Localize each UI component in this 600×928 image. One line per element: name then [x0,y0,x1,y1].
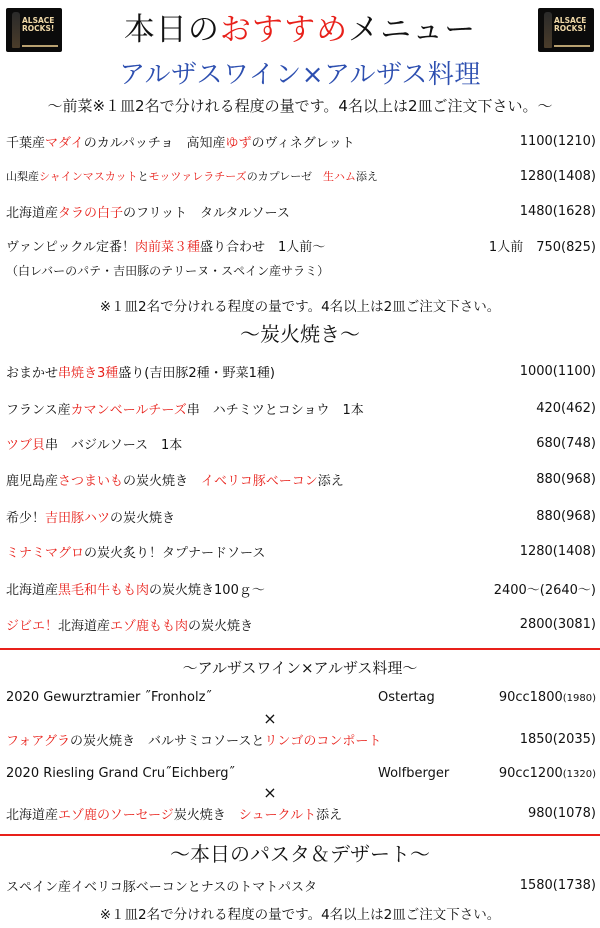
menu-item: フォアグラの炭火焼き バルサミコソースとリンゴのコンポート 1850(2035) [6,731,596,749]
portion-note: ※１皿2名で分けれる程度の量です。4名以上は2皿ご注文下さい。 [99,299,501,315]
pairing-header: ～アルザスワイン×アルザス料理～ [182,659,418,677]
menu-item: 北海道産黒毛和牛もも肉の炭火焼き100ｇ～ 2400～(2640～) [6,577,596,599]
wine-producer: Ostertag [378,689,435,705]
menu-item-name: 山梨産シャインマスカットとモッツァレラチーズのカプレーゼ 生ハム添え [6,170,379,183]
menu-item-price: 1人前 750(825) [488,239,596,255]
wine-name: 2020 Riesling Grand Cru˝Eichberg˝ [6,765,235,781]
pairing-cross: × [263,709,277,728]
menu-item-price: 1850(2035) [519,731,596,747]
menu-item-name: 千葉産マダイのカルパッチョ 高知産ゆずのヴィネグレット [6,135,355,151]
zensai-header: ～前菜※１皿2名で分けれる程度の量です。4名以上は2皿ご注文下さい。～ [47,97,553,115]
menu-item-price: 2400～(2640～) [493,582,596,598]
menu-item-price: 1280(1408) [519,168,596,184]
wine-item [6,762,596,784]
pasta-header: ～本日のパスタ＆デザート～ [170,842,430,866]
wine-producer: Wolfberger [378,765,450,781]
menu-item-price: 880(968) [536,471,596,487]
menu-item-price: 420(462) [536,400,596,416]
wine-item [6,686,596,708]
menu-item: おまかせ串焼き3種盛り(吉田豚2種・野菜1種) 1000(1100) [6,363,596,381]
menu-item-price: 1100(1210) [519,133,596,149]
logo-text: ALSACE ROCKS! [554,16,587,33]
menu-item-price: 2800(3081) [519,616,596,632]
menu-item [6,165,596,187]
menu-item: 北海道産エゾ鹿のソーセージ炭火焼き シュークルト添え 980(1078) [6,805,596,823]
wine-price: 90cc1800(1980) [498,689,596,705]
menu-item-price: 680(748) [536,435,596,451]
menu-item [6,200,596,222]
logo-text: ALSACE ROCKS! [22,16,55,33]
menu-item: 希少！吉田豚ハツの炭火焼き 880(968) [6,508,596,526]
pairing-cross: × [263,783,277,802]
menu-item-description: （白レバーのパテ・吉田豚のテリーヌ・スペイン産サラミ） [6,264,330,278]
menu-item: スペイン産イベリコ豚ベーコンとナスのトマトパスタ 1580(1738) [6,877,596,895]
section-divider [0,834,600,836]
menu-item-price: 1280(1408) [519,543,596,559]
menu-item-price: 1000(1100) [519,363,596,379]
footnote: ※１皿2名で分けれる程度の量です。4名以上は2皿ご注文下さい。 [99,907,501,923]
menu-item: ミナミマグロの炭火炙り！タプナードソース 1280(1408) [6,543,596,561]
menu-item [6,234,596,256]
menu-item: ジビエ！北海道産エゾ鹿もも肉の炭火焼き 2800(3081) [6,616,596,634]
page-subtitle: アルザスワイン×アルザス料理 [119,60,481,90]
menu-item-name: ヴァンピックル定番！肉前菜３種盛り合わせ 1人前～ [6,239,326,255]
menu-item-price: 980(1078) [527,805,596,821]
menu-item: 鹿児島産さつまいもの炭火焼き イベリコ豚ベーコン添え 880(968) [6,471,596,489]
wine-name: 2020 Gewurztramier ˝Fronholz˝ [6,689,212,705]
menu-item-name: 北海道産タラの白子のフリット タルタルソース [6,205,290,221]
menu-item [6,130,596,152]
menu-item-price: 1480(1628) [519,203,596,219]
menu-item-price: 880(968) [536,508,596,524]
wine-price: 90cc1200(1320) [498,765,596,781]
menu-item: ツブ貝串 バジルソース 1本 680(748) [6,435,596,453]
section-divider [0,648,600,650]
page-title: 本日のおすすめメニュー [123,12,477,48]
menu-item: フランス産カマンベールチーズ串 ハチミツとコショウ 1本 420(462) [6,400,596,418]
sumibi-header: ～炭火焼き～ [240,322,360,346]
menu-item-price: 1580(1738) [519,877,596,893]
